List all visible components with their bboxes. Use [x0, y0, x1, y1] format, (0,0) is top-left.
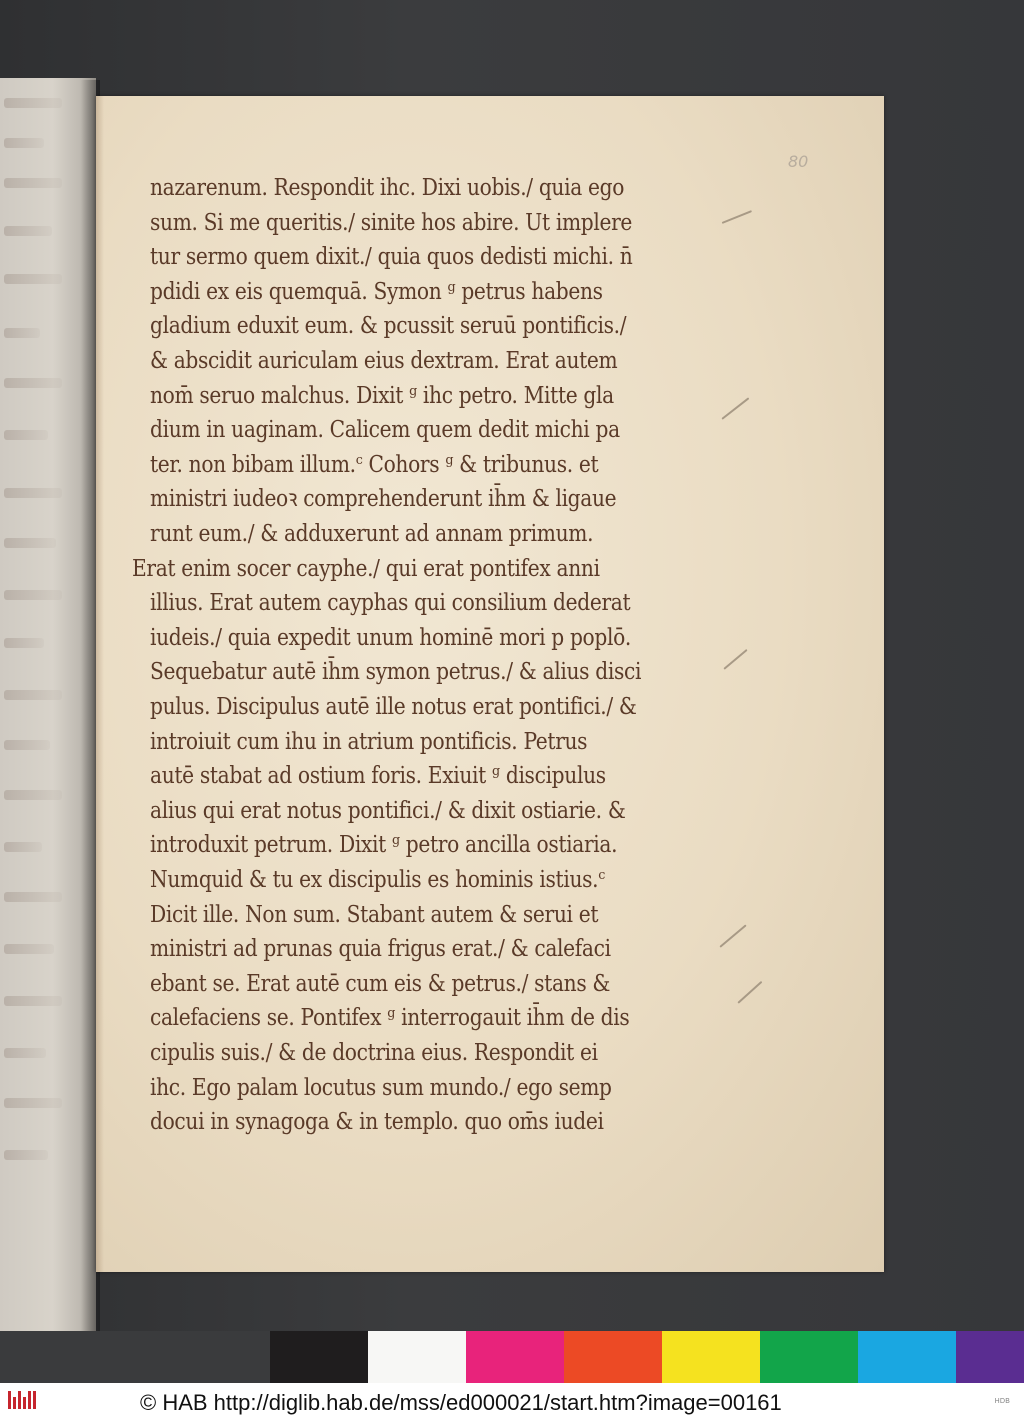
- manuscript-line: docui in synagoga & in templo. quo om̄s iudei: [150, 1107, 604, 1136]
- manuscript-line: tur sermo quem dixit./ quia quos dedisti michi. n̄: [150, 242, 633, 271]
- manuscript-line: introiuit cum ihu in atrium pontificis. Petrus: [150, 726, 588, 755]
- color-chart-black-area: [0, 1331, 270, 1383]
- manuscript-line: calefaciens se. Pontifex ᵍ interrogauit ih̄m de dis: [150, 1003, 630, 1032]
- color-patch: [858, 1331, 956, 1383]
- color-patch: [956, 1331, 1024, 1383]
- manuscript-line: dium in uaginam. Calicem quem dedit michi pa: [150, 415, 620, 444]
- manuscript-line: Dicit ille. Non sum. Stabant autem & serui et: [150, 899, 599, 928]
- manuscript-line: cipulis suis./ & de doctrina eius. Respondit ei: [150, 1038, 598, 1066]
- footer-mini-mark: HDB: [994, 1397, 1010, 1405]
- manuscript-line: iudeis./ quia expedit unum hominē mori p poplō.: [150, 622, 631, 651]
- manuscript-line: sum. Si me queritis./ sinite hos abire. Ut implere: [150, 207, 633, 236]
- color-patch: [760, 1331, 858, 1383]
- page-inner-edge: [96, 96, 104, 1272]
- manuscript-line: nazarenum. Respondit ihc. Dixi uobis./ quia ego: [150, 173, 625, 201]
- manuscript-line: Erat enim socer cayphe./ qui erat pontifex anni: [132, 553, 600, 582]
- manuscript-line: Numquid & tu ex discipulis es hominis istius.ᶜ: [150, 865, 605, 893]
- color-patch: [466, 1331, 564, 1383]
- manuscript-line: pulus. Discipulus autē ille notus erat pontifici./ &: [150, 692, 637, 720]
- manuscript-line: illius. Erat autem cayphas qui consilium dederat: [150, 588, 631, 617]
- footer-bar: [0, 1383, 1024, 1422]
- manuscript-line: ter. non bibam illum.ᶜ Cohors ᵍ & tribunus. et: [150, 449, 599, 478]
- color-patch: [564, 1331, 662, 1383]
- color-patch: [368, 1331, 466, 1383]
- manuscript-line: introduxit petrum. Dixit ᵍ petro ancilla ostiaria.: [150, 830, 618, 859]
- manuscript-line: pdidi ex eis quemquā. Symon ᵍ petrus habens: [150, 276, 603, 305]
- footer-credit-link[interactable]: © HAB http://diglib.hab.de/mss/ed000021/start.htm?image=00161: [140, 1390, 782, 1415]
- manuscript-line: Sequebatur autē ih̄m symon petrus./ & alius disci: [150, 657, 642, 686]
- manuscript-line: autē stabat ad ostium foris. Exiuit ᵍ discipulus: [150, 761, 606, 790]
- hab-logo: [8, 1391, 46, 1413]
- manuscript-line: gladium eduxit eum. & pcussit seruū pontificis./: [150, 311, 627, 340]
- manuscript-line: alius qui erat notus pontifici./ & dixit ostiarie. &: [150, 795, 626, 824]
- manuscript-line: ebant se. Erat autē cum eis & petrus./ stans &: [150, 968, 611, 997]
- manuscript-line: ministri ad prunas quia frigus erat./ & calefaci: [150, 934, 611, 963]
- manuscript-line: & abscidit auriculam eius dextram. Erat autem: [150, 346, 618, 374]
- folio-number: 80: [788, 152, 809, 171]
- color-patch: [662, 1331, 760, 1383]
- manuscript-line: ministri iudeoꝛ comprehenderunt ih̄m & ligaue: [150, 484, 617, 513]
- color-patch: [270, 1331, 368, 1383]
- manuscript-line: runt eum./ & adduxerunt ad annam primum.: [150, 519, 594, 547]
- manuscript-line: nom̄ seruo malchus. Dixit ᵍ ihc petro. Mitte gla: [150, 380, 614, 409]
- manuscript-line: ihc. Ego palam locutus sum mundo./ ego semp: [150, 1072, 612, 1101]
